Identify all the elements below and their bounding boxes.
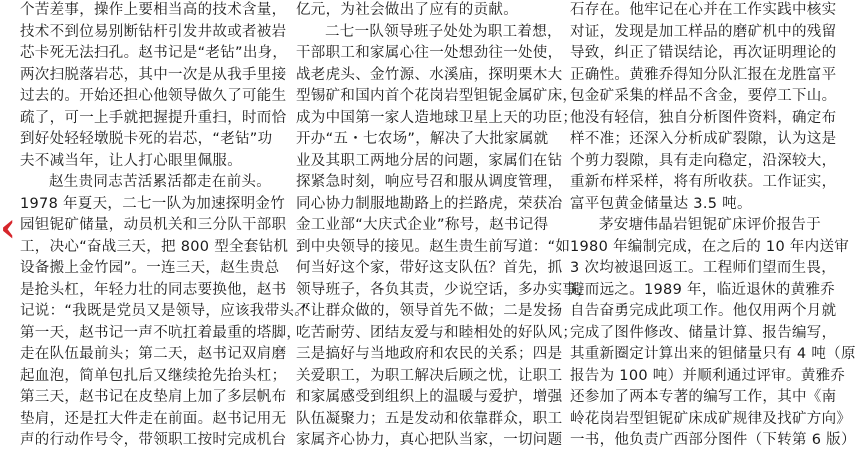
text-line: 茅安塘伟晶岩钽铌矿床评价报告于	[599, 217, 821, 233]
text-line: 三是搞好与当地政府和农民的关系；四是	[296, 346, 563, 362]
text-line: 记说：“我既是党员又是领导，应该我带头。”	[20, 303, 310, 319]
text-column-2	[296, 0, 592, 452]
text-line: 3 次均被退回返工。工程师们望而生畏，	[570, 260, 837, 276]
text-line: 岭花岗岩型钽铌矿床成矿规律及找矿方向》	[570, 410, 852, 427]
text-line: 探紧急时刻，响应号召和服从调度管理，	[296, 174, 563, 190]
text-line: 夫不减当年，让人打心眼里佩服。	[20, 152, 242, 169]
red-margin-mark: ‹	[0, 204, 16, 251]
text-line: 不让群众做的，领导首先不做；二是发扬	[296, 303, 563, 319]
text-line: 家属齐心协力，真心把队当家，一切问题	[296, 432, 563, 448]
text-line: 走在队伍最前头；第二天，赵书记双肩磨	[20, 346, 287, 362]
text-line: 对证，发现是加工样品的磨矿机中的残留	[570, 23, 837, 40]
text-line: 还参加了两本专著的编写工作，其中《南	[570, 389, 837, 405]
text-line: 队伍凝聚力；五是发动和依靠群众，职工	[296, 410, 563, 427]
text-line: 避而远之。1989 年，临近退休的黄雅乔	[570, 281, 836, 298]
text-line: 过去的。开始还担心他领导做久了可能生	[20, 88, 287, 104]
text-line: 1978 年夏天，二七一队为加速探明金竹	[20, 195, 286, 212]
text-line: 成为中国第一家人造地球卫星上天的功臣；	[296, 109, 578, 126]
text-line: 声的行动作号令，带领职工按时完成机台	[20, 432, 287, 448]
text-line: 个剪力裂隙，具有走向稳定，沿深较大，	[570, 152, 837, 169]
text-line: 吃苦耐劳、团结友爱与和睦相处的好队风；	[296, 324, 578, 341]
text-line: 起血泡，简单包扎后又继续抢先抬头杠；	[20, 367, 287, 384]
text-line: 和家属感受到组织上的温暖与爱护，增强	[296, 389, 563, 405]
text-line: 自告奋勇完成此项工作。他仅用两个月就	[570, 303, 837, 319]
text-line: 技术不到位易别断钻杆引发井故或者被岩	[20, 23, 287, 40]
text-line: 是抢头杠，年轻力壮的同志要换他，赵书	[20, 281, 287, 298]
text-line: 干部职工和家属心往一处想劲往一处使，	[296, 45, 563, 61]
text-line: 他没有轻信，独自分析图件资料，确定布	[570, 109, 837, 126]
text-column-3	[570, 0, 856, 452]
text-line: 关爱职工，为职工解决后顾之忧，让职工	[296, 367, 563, 384]
text-line: 包金矿采集的样品不含金，要停工下山。	[570, 88, 837, 104]
text-line: 完成了图件修改、储量计算、报告编写，	[570, 324, 837, 341]
text-line: 其重新圈定计算出来的钽储量只有 4 吨（原	[570, 346, 856, 362]
text-line: 亿元，为社会做出了应有的贡献。	[296, 2, 518, 18]
text-line: 业及其职工两地分居的问题，家属们在钻	[296, 152, 563, 169]
text-line: 同心协力制服地勘路上的拦路虎，荣获冶	[296, 195, 563, 212]
text-line: 型锡矿和国内首个花岗岩型钽铌金属矿床，	[296, 88, 578, 104]
text-line: 1980 年编制完成，在之后的 10 年内送审	[570, 238, 850, 255]
text-line: 二七一队领导班子处处为职工着想，	[325, 23, 562, 40]
text-line: 设备搬上金竹园”。一连三天，赵生贵总	[20, 260, 280, 276]
text-line: 何当好这个家，带好这支队伍？首先，抓	[296, 260, 563, 276]
text-column-1	[20, 0, 310, 452]
text-line: 报告为 100 吨）并顺利通过评审。黄雅乔	[570, 367, 846, 384]
text-line: 赵生贵同志苦活累活都走在前头。	[49, 174, 271, 190]
text-line: 样不准；还深入分析成矿裂隙，认为这是	[570, 131, 837, 147]
text-line: 导致，纠正了错误结论，再次证明理论的	[570, 45, 837, 61]
text-line: 领导班子，各负其责，少说空话，多办实事，	[296, 281, 592, 298]
text-line: 到好处轻轻墩脱卡死的岩芯，“老钻”功	[20, 131, 273, 147]
text-line: 到中央领导的接见。赵生贵生前写道：“如	[296, 238, 571, 255]
text-line: 第一天，赵书记一声不吭扛着最重的塔脚，	[20, 324, 302, 341]
text-line: 疏了，可一上手就把握提升重扫，时而恰	[20, 109, 287, 126]
text-line: 正确性。黄雅乔得知分队汇报在龙胜富平	[570, 66, 837, 83]
text-line: 战老虎头、金竹源、水溪庙，探明栗木大	[296, 66, 563, 83]
text-line: 园钽铌矿储量，动员机关和三分队干部职	[20, 217, 287, 233]
text-line: 开办“五・七农场”，解决了大批家属就	[296, 131, 549, 147]
text-line: 垫肩，还是扛大件走在前面。赵书记用无	[20, 410, 287, 427]
text-line: 芯卡死无法扫孔。赵书记是“老钻”出身，	[20, 45, 288, 61]
text-line: 重新布样采样，将有所收获。工作证实，	[570, 174, 837, 190]
text-line: 金工业部“大庆式企业”称号，赵书记得	[296, 217, 549, 233]
text-line: 一书，他负责广西部分图件（下转第 6 版）	[570, 432, 856, 448]
text-line: 两次扫脱落岩芯，其中一次是从我手里接	[20, 66, 287, 83]
text-line: 第三天，赵书记在皮垫肩上加了多层帆布	[20, 389, 287, 405]
text-line: 石存在。他牢记在心并在工作实践中核实	[570, 2, 837, 18]
text-line: 富平包黄金储量达 3.5 吨。	[570, 195, 752, 212]
text-line: 工，决心“奋战三天，把 800 型全套钻机	[20, 238, 289, 255]
text-line: 个苦差事，操作上要相当高的技术含量，	[20, 2, 287, 18]
